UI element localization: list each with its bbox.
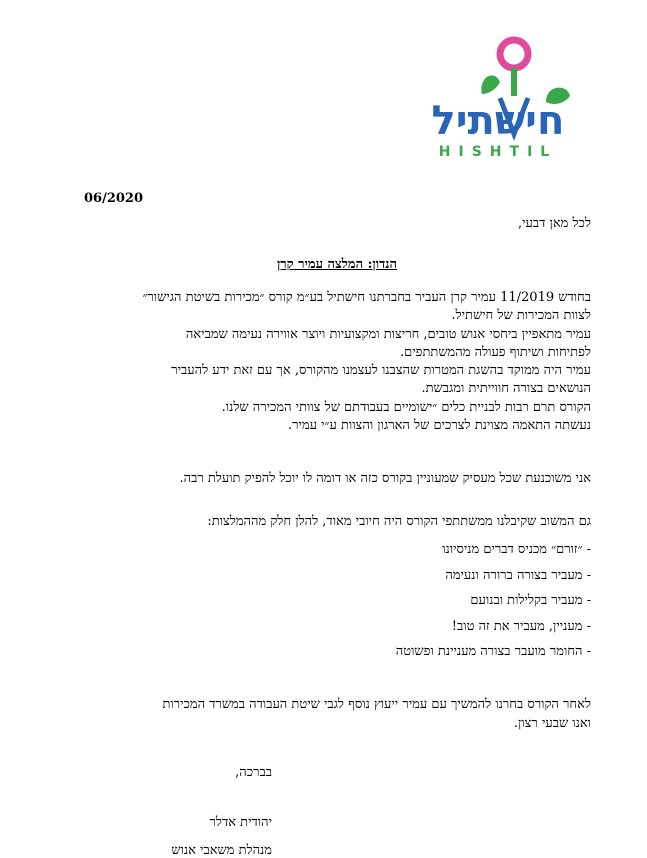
recommendation-paragraph: אני משוכנעת שכל מעסיק שמעוניין בקורס כזה או דומה לו יוכל להפיק תועלת רבה. [179,471,591,486]
letter-body [142,289,591,435]
body-line: לצוות המכירות של חישתיל. [451,308,591,324]
signer-name: יהודית אדלר [209,815,272,830]
closing-line: לאחר הקורס בחרנו להמשיך עם עמיר ייעוץ נוסף לגבי שיטת העבודה במשרד המכירות [162,697,591,712]
letter-subject: הנדון: המלצה עמיר קרן [276,257,397,272]
left-leaf-icon [481,75,500,94]
body-line: עמיר היה ממוקד בהשגת המטרות שהצבנו לעצמנו מהקורס, אך עם זאת ידע להעביר [171,363,591,379]
signer-title: מנהלת משאבי אנוש [171,843,272,858]
feedback-list [396,537,591,665]
feedback-item: - מעביר בצורה ברורה ונעימה [445,567,591,583]
flower-icon [500,40,528,68]
letter-date: 06/2020 [84,191,144,206]
hishtil-logo-graphic [408,34,578,160]
closing-line: ואנו שבעי רצון. [513,716,591,731]
body-line: הנושאים בצורה חווייתית ומגבשת. [421,381,591,397]
closing-paragraph [162,695,591,733]
body-line: הקורס תרם רבות לבניית כלים ״ישומיים בעבודתם של צוותי המכירה שלנו. [221,399,591,415]
letter-greeting: לכל מאן דבעי, [517,216,591,231]
feedback-intro: גם המשוב שקיבלנו ממשתתפי הקורס היה חיובי מאוד, להלן חלק מההמלצות: [207,514,591,529]
feedback-item: - מעביר בקלילות ובנועם [470,593,591,608]
letter-regards: בברכה, [235,765,272,780]
hishtil-logo [408,34,578,160]
feedback-item: - מעניין, מעביר את זה טוב! [451,618,591,634]
feedback-item: - ״זורם״ מכניס דברים מניסיונו [442,542,591,557]
logo-latin-text: HISHTIL [438,144,558,160]
body-line: נעשתה התאמה מצוינת לצרכים של הארגון והצוות ע״י עמיר. [288,418,591,434]
feedback-item: - החומר מועבר בצורה מעניינת ופשוטה [395,644,591,659]
body-line: עמיר מתאפיין ביחסי אנוש טובים, חריצות ומקצועיות ויוצר אווירה נעימה שמביאה [185,326,591,342]
logo-hebrew-text: חישתיל [431,98,565,144]
body-line: לפתיחות ושיתוף פעולה מהמשתתפים. [400,344,591,360]
body-line: בחודש 11/2019 עמיר קרן העביר בחברתנו חישתיל בע״מ קורס ״מכירות בשיטת הגישור״ [142,290,591,305]
